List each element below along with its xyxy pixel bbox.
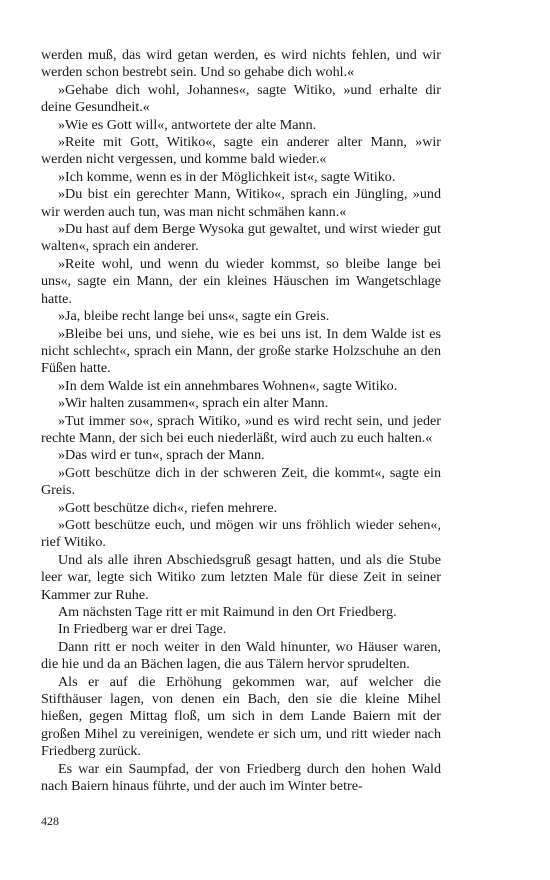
paragraph: Es war ein Saumpfad, der von Friedberg durch den hohen Wald nach Baiern hinaus führte, und der auch im Winter betre-: [41, 760, 441, 795]
paragraph: Dann ritt er noch weiter in den Wald hinunter, wo Häuser waren, die hie und da an Bächen lagen, die aus Tälern hervor sprudelten.: [41, 638, 441, 673]
paragraph: »Du bist ein gerechter Mann, Witiko«, sprach ein Jüngling, »und wir werden auch tun, was man nicht schmähen kann.«: [41, 186, 441, 220]
paragraph: »Wir halten zusammen«, sprach ein alter Mann.: [58, 395, 329, 412]
paragraph: werden muß, das wird getan werden, es wird nichts fehlen, und wir werden schon bestrebt sein. Und so gehabe dich wohl.«: [41, 47, 441, 81]
paragraph: »Ich komme, wenn es in der Möglichkeit ist«, sagte Witiko.: [58, 168, 396, 185]
paragraph: »Das wird er tun«, sprach der Mann.: [58, 447, 265, 464]
paragraph: Am nächsten Tage ritt er mit Raimund in den Ort Friedberg.: [58, 604, 397, 620]
paragraph: »Reite wohl, und wenn du wieder kommst, so bleibe lange bei uns«, sagte ein Mann, der ein kleines Häuschen im Wangetschlage hatte.: [41, 255, 441, 307]
paragraph: »Gott beschütze euch, und mögen wir uns fröhlich wieder sehen«, rief Witiko.: [41, 516, 441, 551]
paragraph: »Tut immer so«, sprach Witiko, »und es wird recht sein, und jeder rechte Mann, der sich bei euch niederläßt, wird auch zu euch halten.«: [41, 412, 441, 446]
paragraph: »Ja, bleibe recht lange bei uns«, sagte ein Greis.: [58, 308, 330, 325]
paragraph: »Gott beschütze dich«, riefen mehrere.: [58, 499, 278, 516]
paragraph: »Reite mit Gott, Witiko«, sagte ein anderer alter Mann, »wir werden nicht vergessen, und komme bald wieder.«: [41, 134, 441, 168]
page-body: [41, 47, 441, 795]
paragraph: »Wie es Gott will«, antwortete der alte Mann.: [58, 116, 317, 133]
paragraph: »Du hast auf dem Berge Wysoka gut gewaltet, und wirst wieder gut walten«, sprach ein anderer.: [41, 221, 441, 255]
paragraph: Als er auf die Erhöhung gekommen war, auf welcher die Stifthäuser lagen, von denen ein Bach, den sie die kleine Mihel hießen, gegen Mittag floß, um sich in dem Lande Baiern mit der großen Mihel zu vereinigen, wendete er sich um, und ritt wieder nach Friedberg zurück.: [41, 673, 441, 760]
paragraph: In Friedberg war er drei Tage.: [58, 621, 227, 638]
paragraph: »Bleibe bei uns, und siehe, wie es bei uns ist. In dem Walde ist es nicht schlecht«, sprach ein Mann, der große starke Holzschuhe an den Füßen hatte.: [41, 325, 441, 377]
page-number: 428: [41, 814, 59, 828]
paragraph: »In dem Walde ist ein annehmbares Wohnen«, sagte Witiko.: [58, 377, 398, 394]
paragraph: Und als alle ihren Abschiedsgruß gesagt hatten, und als die Stube leer war, legte sich Witiko zum letzten Male für diese Zeit in seiner Kammer zur Ruhe.: [41, 551, 441, 603]
paragraph: »Gehabe dich wohl, Johannes«, sagte Witiko, »und erhalte dir deine Gesundheit.«: [41, 81, 441, 116]
paragraph: »Gott beschütze dich in der schweren Zeit, die kommt«, sagte ein Greis.: [41, 464, 441, 499]
